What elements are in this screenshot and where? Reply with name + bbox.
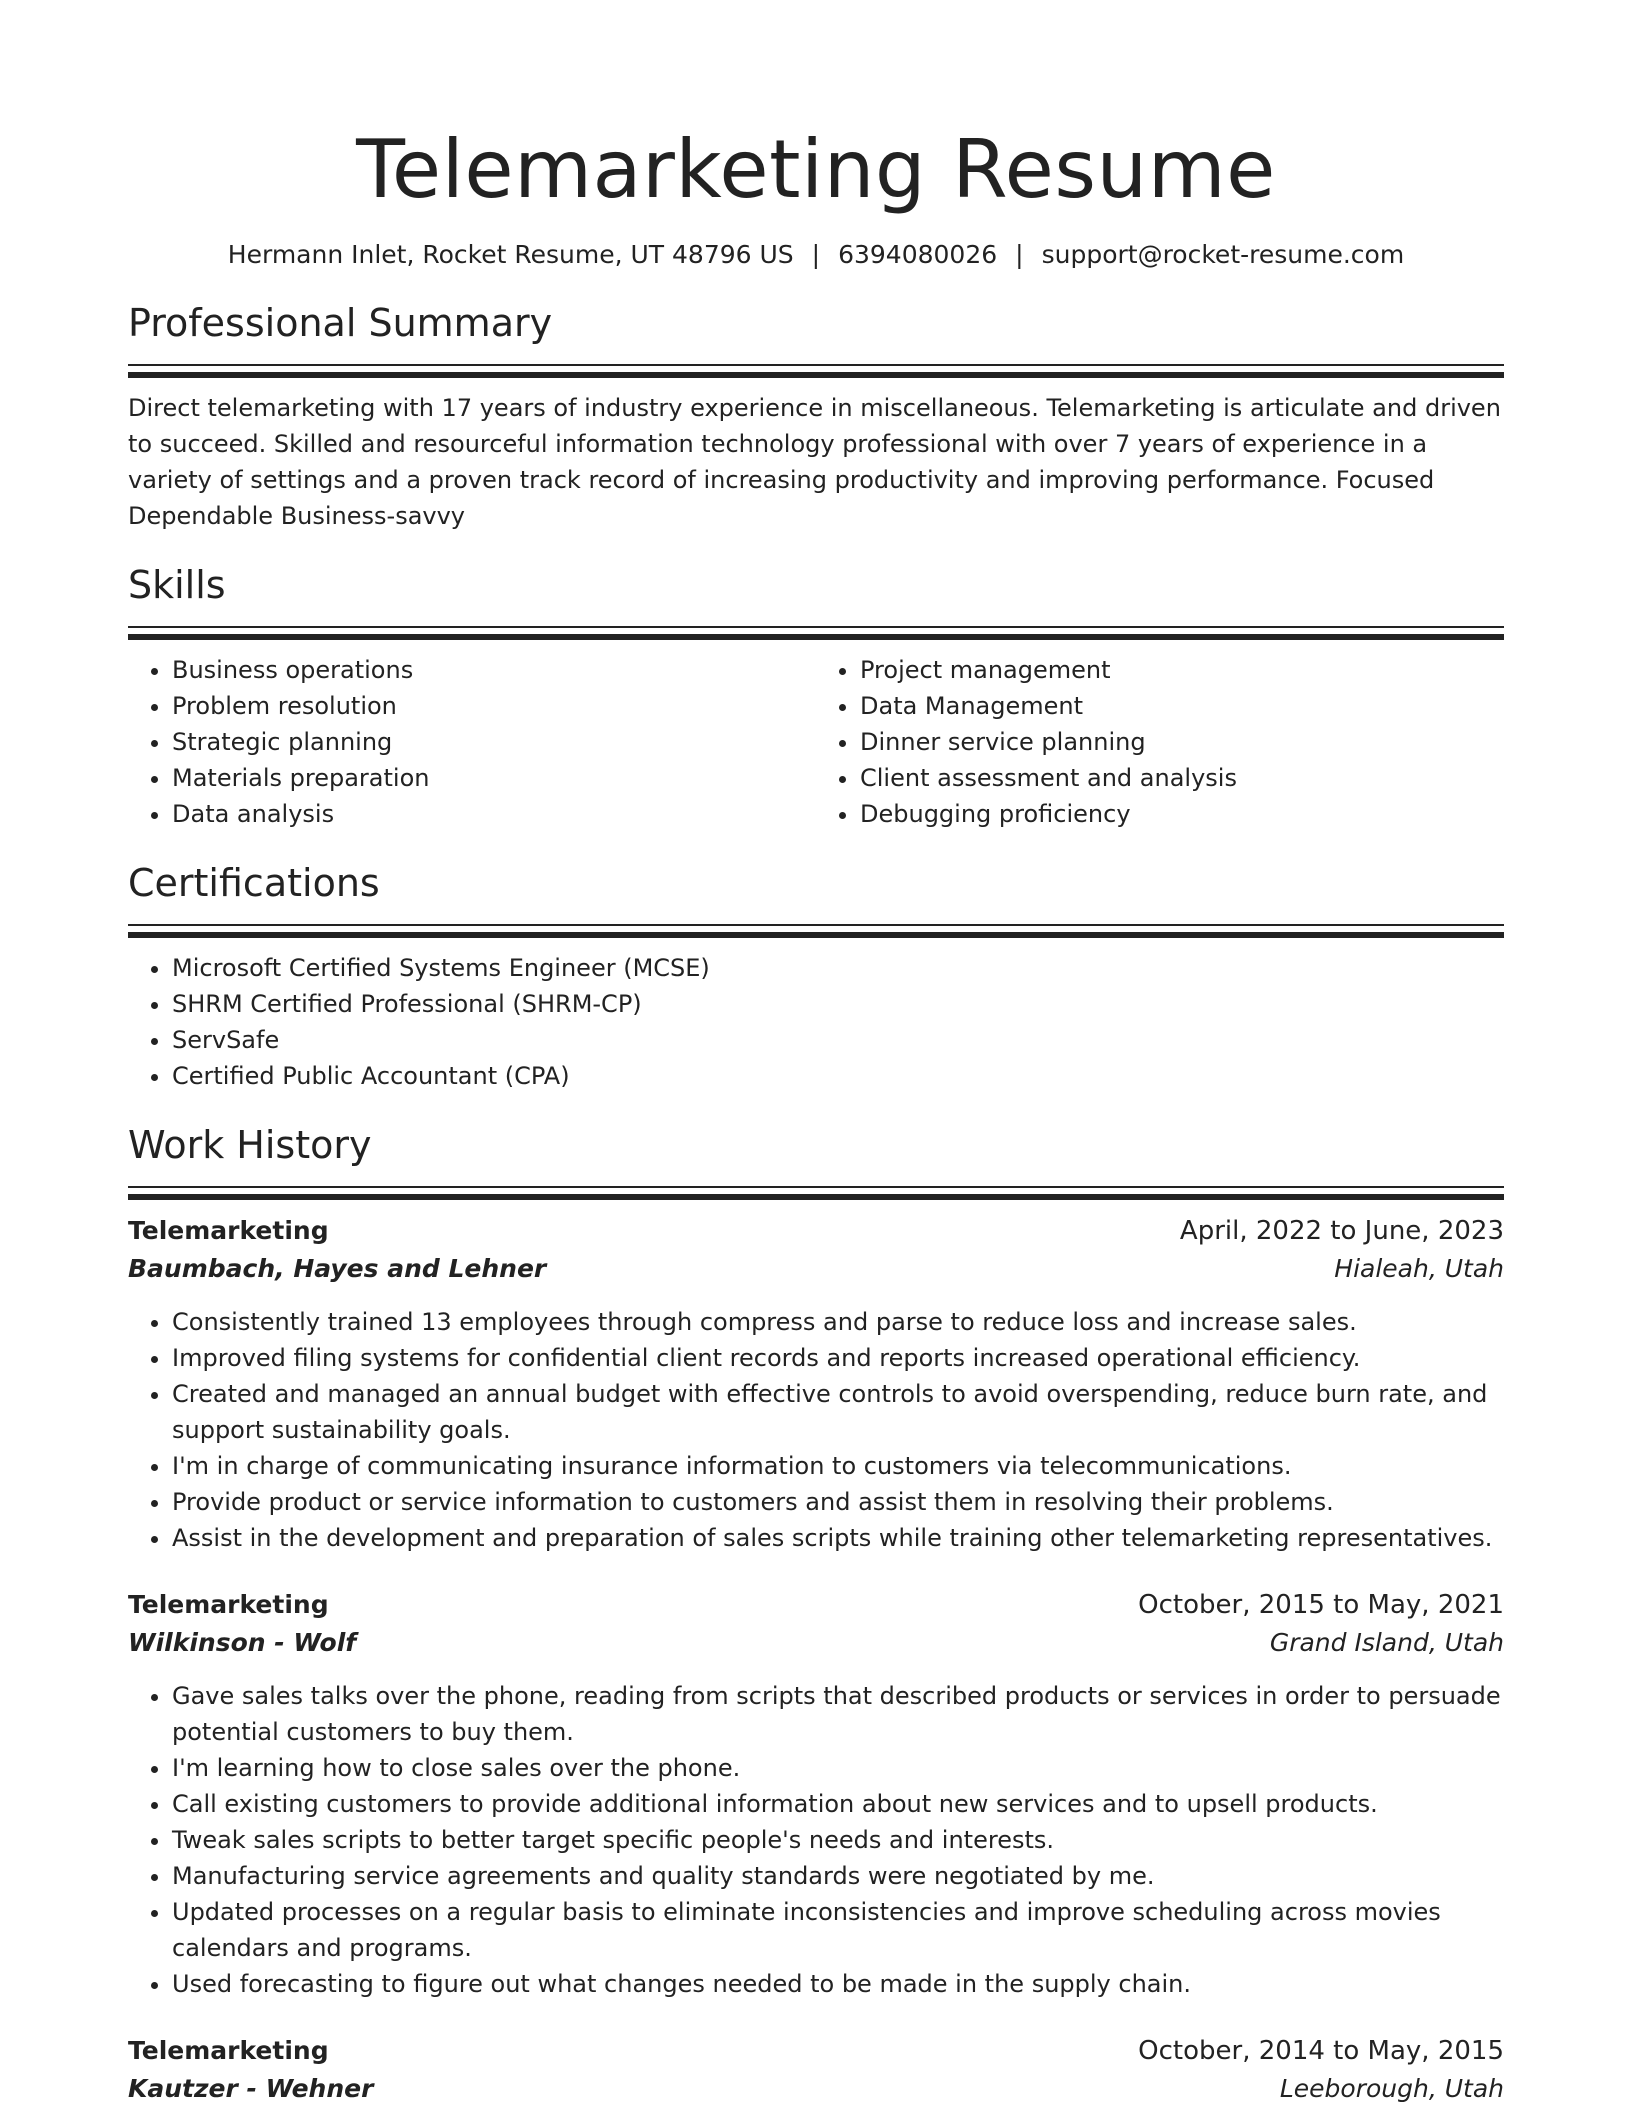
job-entry <box>128 2032 1504 2108</box>
skills-list-left <box>128 652 816 832</box>
skill-item: • Data analysis <box>172 796 816 832</box>
skill-item: • Project management <box>860 652 1504 688</box>
certification-item: • Certified Public Accountant (CPA) <box>172 1058 1504 1094</box>
contact-line <box>128 238 1504 272</box>
certifications-section <box>128 858 1504 1094</box>
job-bullet: • Tweak sales scripts to better target specific people's needs and interests. <box>172 1822 1504 1858</box>
work-history-section <box>128 1120 1504 2108</box>
job-location: Hialeah, Utah <box>1334 1254 1504 1283</box>
job-company: Kautzer - Wehner <box>128 2074 374 2103</box>
job-bullet: • Call existing customers to provide additional information about new services and to upsell products. <box>172 1786 1504 1822</box>
section-divider <box>128 364 1504 376</box>
skill-item: • Business operations <box>172 652 816 688</box>
skill-item: • Debugging proficiency <box>860 796 1504 832</box>
job-header <box>128 1586 1504 1624</box>
skill-item: • Data Management <box>860 688 1504 724</box>
job-bullet: • Improved filing systems for confidential client records and reports increased operational efficiency. <box>172 1340 1504 1376</box>
certifications-list <box>128 950 1504 1094</box>
job-title: Telemarketing <box>128 2036 329 2065</box>
certification-item: • Microsoft Certified Systems Engineer (MCSE) <box>172 950 1504 986</box>
summary-section <box>128 298 1504 534</box>
job-company: Baumbach, Hayes and Lehner <box>128 1254 547 1283</box>
job-header <box>128 2032 1504 2070</box>
skills-list-right <box>816 652 1504 832</box>
contact-phone: 6394080026 <box>838 240 998 269</box>
job-title: Telemarketing <box>128 1590 329 1619</box>
work-history-heading: Work History <box>128 1123 372 1167</box>
job-location: Grand Island, Utah <box>1269 1628 1504 1657</box>
job-header <box>128 1212 1504 1250</box>
contact-email: support@rocket-resume.com <box>1041 240 1405 269</box>
resume-page <box>128 0 1504 2108</box>
job-title: Telemarketing <box>128 1216 329 1245</box>
job-bullets <box>128 1304 1504 1556</box>
job-bullet: • Assist in the development and preparation of sales scripts while training other telemarketing representatives. <box>172 1520 1504 1556</box>
section-divider <box>128 1186 1504 1198</box>
job-subheader <box>128 1250 1504 1288</box>
job-bullet: • Used forecasting to figure out what changes needed to be made in the supply chain. <box>172 1966 1504 2002</box>
skills-section <box>128 560 1504 832</box>
job-dates: October, 2015 to May, 2021 <box>1138 1590 1504 1620</box>
contact-address: Hermann Inlet, Rocket Resume, UT 48796 US <box>227 240 794 269</box>
job-bullet: • Created and managed an annual budget with effective controls to avoid overspending, reduce burn rate, and support sustainability goals. <box>172 1376 1504 1448</box>
section-divider <box>128 626 1504 638</box>
job-bullets <box>128 1678 1504 2002</box>
certification-item: • SHRM Certified Professional (SHRM-CP) <box>172 986 1504 1022</box>
skill-item: • Dinner service planning <box>860 724 1504 760</box>
resume-title: Telemarketing Resume <box>356 123 1276 216</box>
job-bullet: • Gave sales talks over the phone, reading from scripts that described products or services in order to persuade potential customers to buy them. <box>172 1678 1504 1750</box>
certification-item: • ServSafe <box>172 1022 1504 1058</box>
skill-item: • Client assessment and analysis <box>860 760 1504 796</box>
job-bullet: • Manufacturing service agreements and quality standards were negotiated by me. <box>172 1858 1504 1894</box>
job-entry <box>128 1212 1504 1556</box>
skill-item: • Materials preparation <box>172 760 816 796</box>
contact-separator: | <box>1015 240 1024 269</box>
skill-item: • Problem resolution <box>172 688 816 724</box>
summary-text: Direct telemarketing with 17 years of industry experience in miscellaneous. Telemarketing is articulate and driven to succeed. Skilled and resourceful information technology professional with over 7 years of experience in a variety of settings and a proven track record of increasing productivity and improving performance. Focused Dependable Business-savvy <box>128 394 1501 530</box>
job-bullet: • Updated processes on a regular basis to eliminate inconsistencies and improve scheduling across movies calendars and programs. <box>172 1894 1504 1966</box>
summary-heading: Professional Summary <box>128 301 553 345</box>
job-subheader <box>128 1624 1504 1662</box>
job-bullet: • I'm in charge of communicating insurance information to customers via telecommunications. <box>172 1448 1504 1484</box>
section-divider <box>128 924 1504 936</box>
skills-grid <box>128 638 1504 832</box>
job-bullet: • Consistently trained 13 employees through compress and parse to reduce loss and increase sales. <box>172 1304 1504 1340</box>
skill-item: • Strategic planning <box>172 724 816 760</box>
job-bullet: • Provide product or service information to customers and assist them in resolving their problems. <box>172 1484 1504 1520</box>
job-company: Wilkinson - Wolf <box>128 1628 357 1657</box>
job-location: Leeborough, Utah <box>1279 2074 1504 2103</box>
job-entry <box>128 1586 1504 2002</box>
job-dates: October, 2014 to May, 2015 <box>1138 2036 1504 2066</box>
certifications-heading: Certifications <box>128 861 380 905</box>
job-bullet: • I'm learning how to close sales over the phone. <box>172 1750 1504 1786</box>
contact-separator: | <box>811 240 821 269</box>
job-dates: April, 2022 to June, 2023 <box>1179 1216 1504 1246</box>
skills-heading: Skills <box>128 563 226 607</box>
job-subheader <box>128 2070 1504 2108</box>
